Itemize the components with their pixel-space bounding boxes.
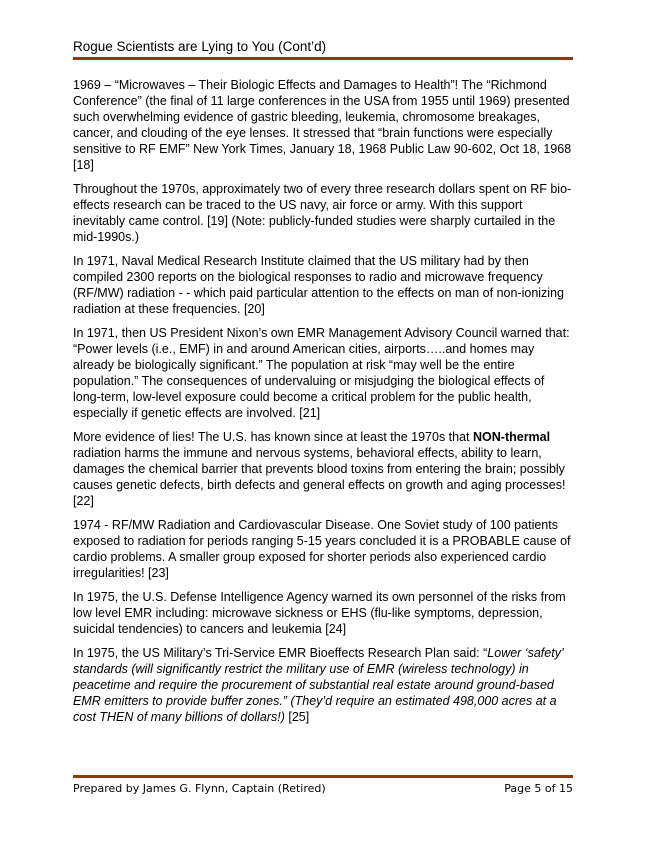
paragraph-1969: 1969 – “Microwaves – Their Biologic Effects and Damages to Health”! The “Richmond Conference” (the final of 11 large conferences in the USA from 1955 until 1969) presented such overwhelming evidence of gastric bleeding, leukemia, chromosome breakages, cancer, and clouding of the eye lenses. It stressed that “brain functions were especially sensitive to RF EMF” New York Times, January 18, 1968 Public Law 90-602, Oct 18, 1968 [18] bbox=[73, 78, 572, 172]
paragraph-text: More evidence of lies! The U.S. has known since at least the 1970s that bbox=[73, 430, 473, 444]
paragraph-1975-dia: In 1975, the U.S. Defense Intelligence Agency warned its own personnel of the risks from low level EMR including: microwave sickness or EHS (flu-like symptoms, depression, suicidal tendencies) to cancers and leukemia [24] bbox=[73, 590, 566, 636]
footer-rule bbox=[73, 775, 573, 778]
paragraph-text: radiation harms the immune and nervous systems, behavioral effects, ability to learn, damages the chemical barrier that prevents blood toxins from entering the brain; possibly causes genetic defects, birth defects and general effects on growth and aging processes! [22] bbox=[73, 446, 566, 508]
footer-author: Prepared by James G. Flynn, Captain (Retired) bbox=[73, 782, 326, 795]
footer-page-number: Page 5 of 15 bbox=[504, 782, 573, 795]
paragraph-text: [25] bbox=[284, 710, 310, 724]
paragraph-1971-nixon: In 1971, then US President Nixon’s own EMR Management Advisory Council warned that: “Power levels (i.e., EMF) in and around American cities, airports…..and homes may already be biologically significant.” The population at risk “may well be the entire population.” The consequences of undervaluing or misjudging the biological effects of long-term, low-level exposure could become a critical problem for the public health, especially if genetic effects are involved. [21] bbox=[73, 326, 570, 420]
paragraph-1975-triservice bbox=[73, 645, 573, 725]
page-header: Rogue Scientists are Lying to You (Cont’d) bbox=[73, 39, 327, 54]
paragraph-1971-naval: In 1971, Naval Medical Research Institute claimed that the US military had by then compiled 2300 reports on the biological responses to radio and microwave frequency (RF/MW) radiation - - which paid particular attention to the effects on man of non-ionizing radiation at these frequencies. [20] bbox=[73, 254, 564, 316]
document-body bbox=[73, 77, 573, 733]
bold-emphasis: NON-thermal bbox=[473, 430, 551, 444]
paragraph-1970s: Throughout the 1970s, approximately two of every three research dollars spent on RF bio-effects research can be traced to the US navy, air force or army. With this support inevitably came control. [19] (Note: publicly-funded studies were sharply curtailed in the mid-1990s.) bbox=[73, 182, 572, 244]
header-rule bbox=[73, 57, 573, 60]
paragraph-text: In 1975, the US Military’s Tri-Service EMR Bioeffects Research Plan said: “ bbox=[73, 646, 488, 660]
italic-quote: Lower ‘safety’ standards (will significantly restrict the military use of EMR (wireless technology) in peacetime and require the procurement of substantial real estate around ground-based EMR emitters to provide buffer zones.” (They’d require an estimated 498,000 acres at a cost THEN of many billions of dollars!) bbox=[73, 646, 564, 724]
paragraph-non-thermal bbox=[73, 429, 573, 509]
paragraph-1974: 1974 - RF/MW Radiation and Cardiovascular Disease. One Soviet study of 100 patients exposed to radiation for periods ranging 5-15 years concluded it is a PROBABLE cause of cardio problems. A smaller group exposed for shorter periods also experienced cardio irregularities! [23] bbox=[73, 518, 571, 580]
